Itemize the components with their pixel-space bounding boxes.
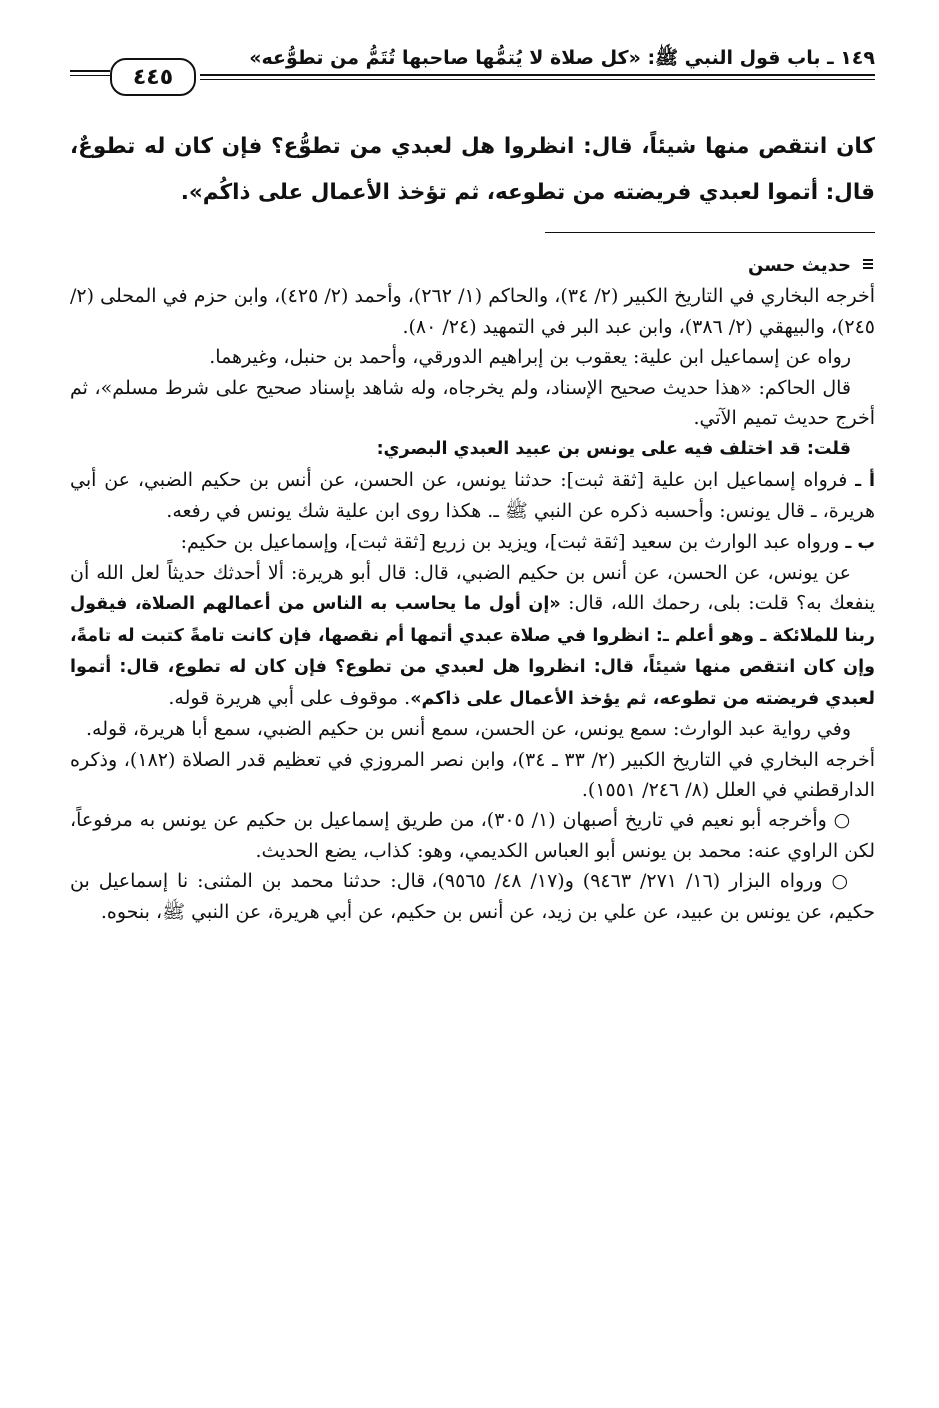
section-heading-row (70, 250, 875, 281)
commentary (70, 250, 875, 927)
paragraph-8: أخرجه البخاري في التاريخ الكبير (٢/ ٣٣ ـ ٣٤)، وابن نصر المروزي في تعظيم قدر الصلاة (١٨٢)، وذكره الدارقطني في العلل (٨/ ٢٤٦/ ١٥٥١). (70, 748, 875, 801)
paragraph-2: رواه عن إسماعيل ابن علية: يعقوب بن إبراهيم الدورقي، وأحمد بن حنبل، وغيرهما. (209, 346, 851, 369)
main-text: كان انتقص منها شيئاً، قال: انظروا هل لعبدي من تطوُّع؟ فإن كان له تطوعٌ، قال: أتموا لعبدي فريضته من تطوعه، ثم تؤخذ الأعمال على ذاكُم». (70, 134, 875, 205)
paragraph-10: ○ ورواه البزار (١٦/ ٢٧١/ ٩٤٦٣) و(١٧/ ٤٨/ ٩٥٦٥)، قال: حدثنا محمد بن المثنى: نا إسماعيل بن حكيم، عن يونس بن عبيد، عن علي بن زيد، عن أنس بن حكيم، عن أبي هريرة، عن النبي ﷺ، بنحوه. (70, 870, 875, 923)
footnote-separator (545, 232, 875, 233)
paragraph-6-quote: «إن أول ما يحاسب به الناس من أعمالهم الصلاة، فيقول ربنا للملائكة ـ وهو أعلم ـ: انظروا في صلاة عبدي أتمها أم نقصها، فإن كانت تامةً كتبت له تامةً، وإن كان انتقص منها شيئاً، قال: انظروا هل لعبدي من تطوع؟ فإن كان له تطوع، قال: أتموا لعبدي فريضته من تطوعه، ثم يؤخذ الأعمال على ذاكم» (70, 594, 875, 709)
header-title: ١٤٩ ـ باب قول النبي ﷺ: «كل صلاة لا يُتمُّها صاحبها تُتَمُّ من تطوُّعه» (249, 47, 875, 69)
paragraph-4-label: أ ـ (855, 470, 875, 491)
paragraph-9: ○ وأخرجه أبو نعيم في تاريخ أصبهان (١/ ٣٠٥)، من طريق إسماعيل بن حكيم عن يونس به مرفوعاً، لكن الراوي عنه: محمد بن يونس أبو العباس الكديمي، وهو: كذاب، يضع الحديث. (70, 809, 875, 862)
paragraph-5-text: ورواه عبد الوارث بن سعيد [ثقة ثبت]، ويزيد بن زريع [ثقة ثبت]، وإسماعيل بن حكيم: (180, 530, 840, 553)
paragraph-7: وفي رواية عبد الوارث: سمع يونس، عن الحسن، سمع أنس بن حكيم الضبي، سمع أبا هريرة، قوله. (85, 718, 851, 741)
paragraph-5 (70, 527, 875, 558)
sub-heading: قلت: قد اختلف فيه على يونس بن عبيد العبدي البصري: (376, 439, 851, 460)
header-left-rule (70, 70, 110, 76)
paragraph-6-outro: . موقوف على أبي هريرة قوله. (168, 686, 411, 709)
paragraph-3: قال الحاكم: «هذا حديث صحيح الإسناد، ولم يخرجاه، وله شاهد بإسناد صحيح على شرط مسلم»، ثم أخرج حديث تميم الآتي. (70, 376, 875, 430)
page-number: ٤٤٥ (110, 58, 196, 96)
running-header (70, 44, 875, 104)
section-heading: حديث حسن (748, 255, 851, 276)
paragraph-6-intro: عن يونس، عن الحسن، عن أنس بن حكيم الضبي، قال: قال أبو هريرة: ألا أحدثك حديثاً لعل الله أن ينفعك به؟ قلت: بلى، رحمك الله، قال: (70, 562, 876, 615)
sub-heading-row (70, 433, 875, 464)
paragraph-1: أخرجه البخاري في التاريخ الكبير (٢/ ٣٤)، والحاكم (١/ ٢٦٢)، وأحمد (٢/ ٤٢٥)، وابن حزم في المحلى (٢/ ٢٤٥)، والبيهقي (٢/ ٣٨٦)، وابن عبد البر في التمهيد (٢٤/ ٨٠). (70, 285, 876, 338)
ornament-icon (861, 250, 875, 280)
paragraph-6 (70, 558, 875, 714)
header-rule (200, 74, 875, 80)
paragraph-4 (70, 465, 875, 527)
paragraph-5-label: ب ـ (845, 532, 875, 553)
paragraph-4-text: فرواه إسماعيل ابن علية [ثقة ثبت]: حدثنا يونس، عن الحسن، عن أنس بن حكيم الضبي، عن أبي هريرة، ـ قال يونس: وأحسبه ذكره عن النبي ﷺ ـ. هكذا روى ابن علية شك يونس في رفعه. (70, 468, 875, 523)
